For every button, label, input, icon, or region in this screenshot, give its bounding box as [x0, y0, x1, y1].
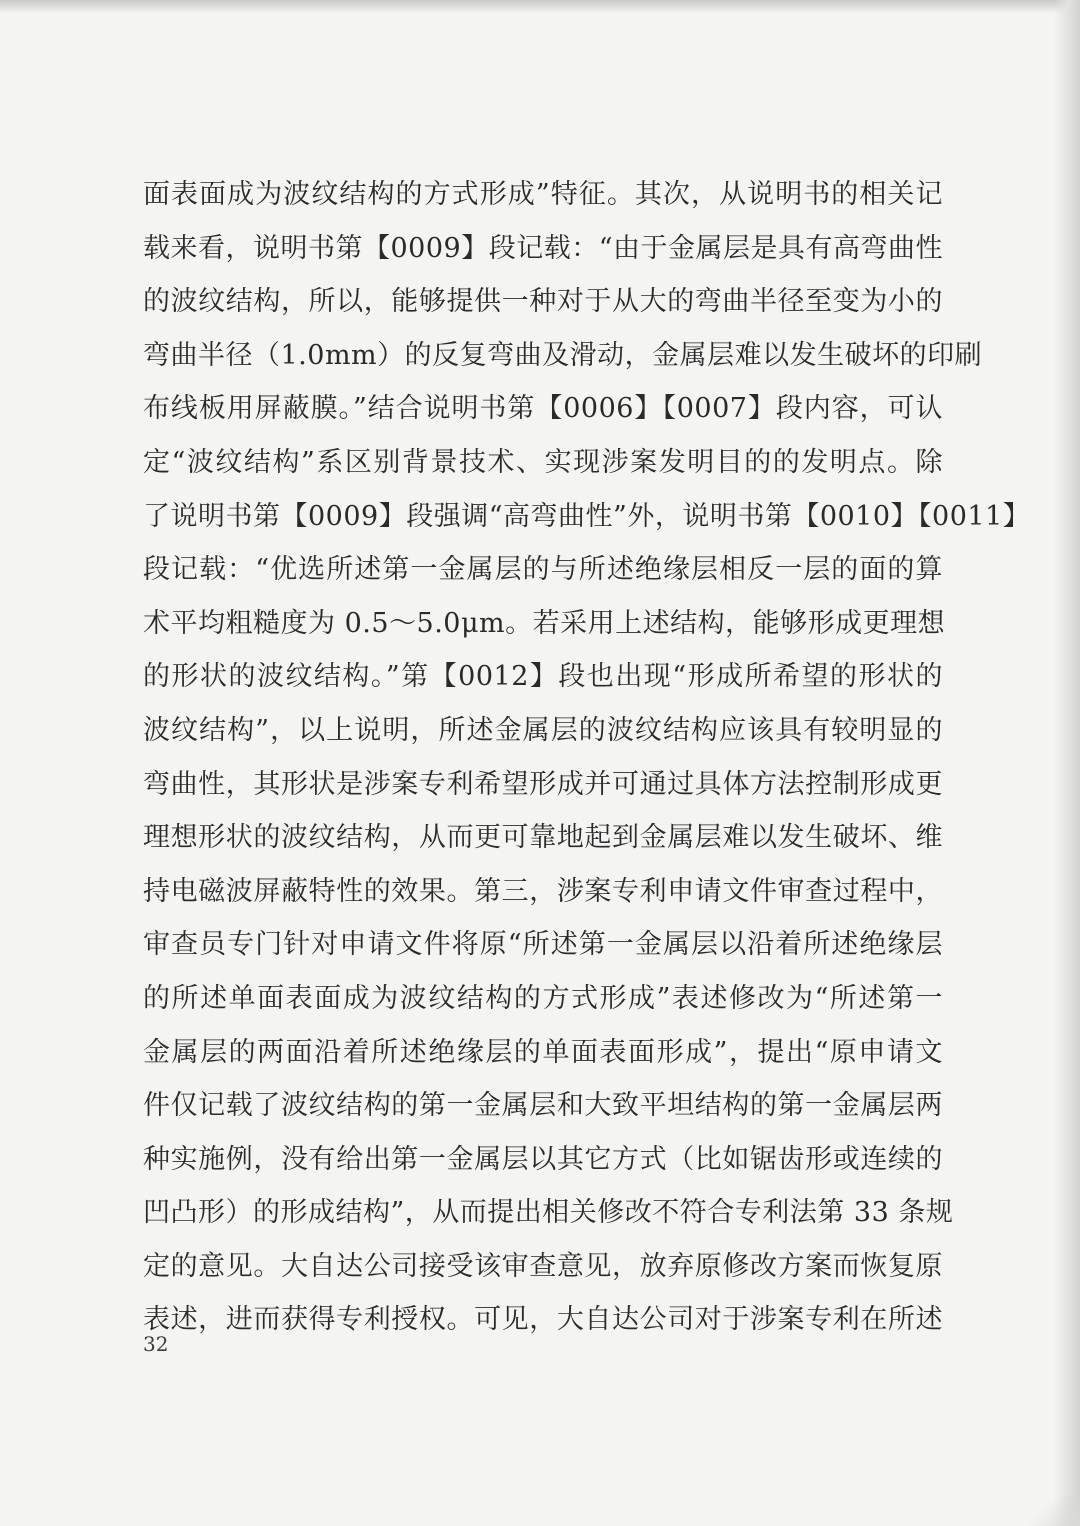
text-line: 波纹结构”，以上说明，所述金属层的波纹结构应该具有较明显的	[143, 714, 943, 746]
text-line: 定的意见。大自达公司接受该审查意见，放弃原修改方案而恢复原	[143, 1250, 943, 1282]
text-line: 种实施例，没有给出第一金属层以其它方式（比如锯齿形或连续的	[143, 1143, 943, 1175]
text-line: 金属层的两面沿着所述绝缘层的单面表面形成”，提出“原申请文	[143, 1036, 943, 1068]
text-line: 定“波纹结构”系区别背景技术、实现涉案发明目的的发明点。除	[143, 446, 943, 478]
text-line: 表述，进而获得专利授权。可见，大自达公司对于涉案专利在所述	[143, 1304, 943, 1336]
text-line: 术平均粗糙度为 0.5～5.0μm。若采用上述结构，能够形成更理想	[143, 607, 946, 639]
scan-bottom-corner	[1020, 1496, 1080, 1526]
text-line: 的波纹结构，所以，能够提供一种对于从大的弯曲半径至变为小的	[143, 286, 943, 318]
text-line: 弯曲性，其形状是涉案专利希望形成并可通过具体方法控制形成更	[143, 768, 943, 800]
text-line: 的形状的波纹结构。”第【0012】段也出现“形成所希望的形状的	[143, 661, 943, 693]
scan-right-edge	[1054, 0, 1080, 1526]
text-line: 了说明书第【0009】段强调“高弯曲性”外，说明书第【0010】【0011】	[143, 500, 1031, 532]
text-line: 布线板用屏蔽膜。”结合说明书第【0006】【0007】段内容，可认	[143, 393, 943, 425]
text-line: 弯曲半径（1.0mm）的反复弯曲及滑动，金属层难以发生破坏的印刷	[143, 339, 983, 371]
text-line: 理想形状的波纹结构，从而更可靠地起到金属层难以发生破坏、维	[143, 822, 943, 854]
text-line: 的所述单面表面成为波纹结构的方式形成”表述修改为“所述第一	[143, 982, 943, 1014]
text-line: 段记载：“优选所述第一金属层的与所述绝缘层相反一层的面的算	[143, 554, 943, 586]
document-body	[143, 168, 1031, 1347]
text-line: 审查员专门针对申请文件将原“所述第一金属层以沿着所述绝缘层	[143, 929, 943, 961]
text-line: 件仅记载了波纹结构的第一金属层和大致平坦结构的第一金属层两	[143, 1090, 943, 1122]
scan-top-shadow	[0, 0, 1080, 14]
text-line: 面表面成为波纹结构的方式形成”特征。其次，从说明书的相关记	[143, 179, 943, 210]
text-line: 凹凸形）的形成结构”，从而提出相关修改不符合专利法第 33 条规	[143, 1197, 954, 1229]
text-line: 载来看，说明书第【0009】段记载：“由于金属层是具有高弯曲性	[143, 232, 944, 264]
text-line: 持电磁波屏蔽特性的效果。第三，涉案专利申请文件审查过程中，	[143, 875, 943, 907]
page-number: 32	[143, 1332, 169, 1356]
